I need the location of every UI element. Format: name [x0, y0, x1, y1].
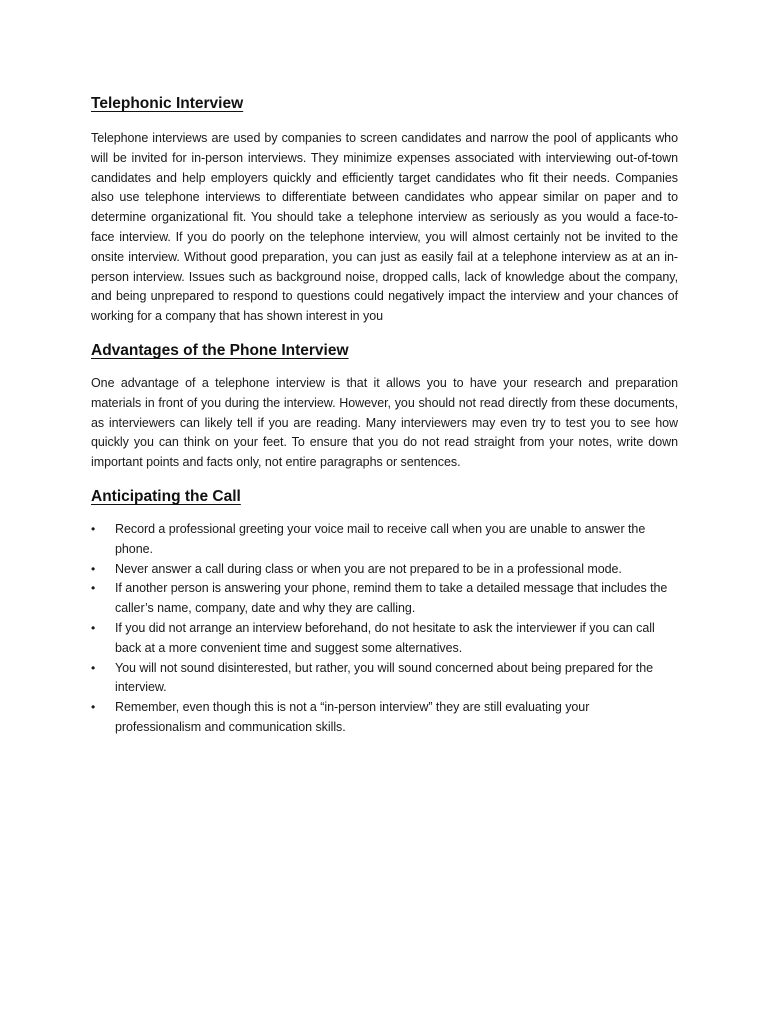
- section-heading-advantages: Advantages of the Phone Interview: [91, 341, 349, 359]
- list-item: [91, 619, 678, 659]
- list-item-text: If you did not arrange an interview beforehand, do not hesitate to ask the interviewer if you can call back at a more convenient time and suggest some alternatives.: [115, 620, 655, 655]
- section-heading-telephonic-interview: Telephonic Interview: [91, 95, 244, 112]
- bullet-icon: •: [91, 660, 96, 675]
- bullet-list-anticipating: [91, 520, 678, 738]
- list-item-text: Record a professional greeting your voice mail to receive call when you are unable to answer the phone.: [115, 521, 646, 556]
- bullet-icon: •: [91, 561, 96, 576]
- bullet-icon: •: [91, 521, 96, 536]
- list-item-text: If another person is answering your phone, remind them to take a detailed message that includes the caller’s name, company, date and why they are calling.: [115, 581, 668, 616]
- paragraph-advantages: One advantage of a telephone interview is that it allows you to have your research and preparation materials in front of you during the interview. However, you should not read directly from these documents, as interviewers can likely tell if you are reading. Many interviewers may even try to test you to see how quickly you can think on your feet. To ensure that you do not read straight from your notes, write down important points and facts only, not entire paragraphs or sentences.: [91, 375, 678, 470]
- bullet-icon: •: [91, 700, 96, 715]
- bullet-icon: •: [91, 620, 96, 635]
- list-item: [91, 698, 678, 738]
- list-item: [91, 579, 678, 619]
- document-page: [91, 92, 678, 738]
- list-item: [91, 520, 678, 560]
- list-item: [91, 560, 678, 580]
- list-item-text: Remember, even though this is not a “in-person interview” they are still evaluating your professionalism and communication skills.: [115, 700, 590, 734]
- list-item-text: You will not sound disinterested, but rather, you will sound concerned about being prepared for the interview.: [115, 660, 654, 695]
- list-item: [91, 659, 678, 699]
- list-item-text: Never answer a call during class or when you are not prepared to be in a professional mode.: [115, 561, 622, 576]
- section-heading-anticipating-the-call: Anticipating the Call: [91, 487, 241, 505]
- paragraph-telephonic-interview: Telephone interviews are used by companies to screen candidates and narrow the pool of applicants who will be invited for in-person interviews. They minimize expenses associated with interviewing out-of-town candidates and help employers quickly and efficiently target candidates who fit their needs. Companies also use telephone interviews to differentiate between candidates who appear similar on paper and to determine organizational fit. You should take a telephone interview as seriously as you would a face-to-face interview. If you do poorly on the telephone interview, you will almost certainly not be invited to the onsite interview. Without good preparation, you can just as easily fail at a telephone interview as at an in-person interview. Issues such as background noise, dropped calls, lack of knowledge about the company, and being unprepared to respond to questions could negatively impact the interview and your chances of working for a company that has shown interest in you: [91, 131, 678, 324]
- bullet-icon: •: [91, 581, 96, 596]
